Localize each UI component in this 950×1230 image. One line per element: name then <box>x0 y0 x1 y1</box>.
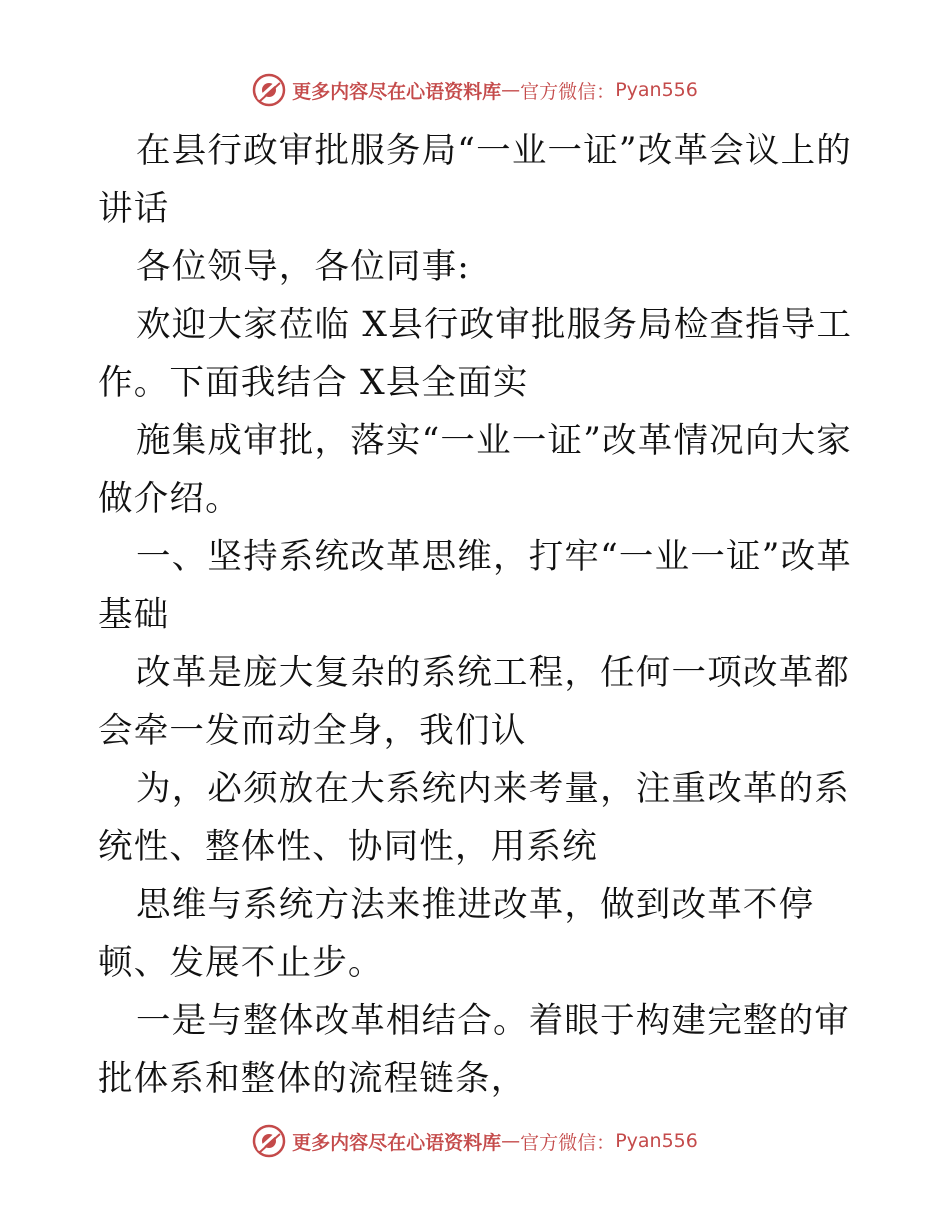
salutation: 各位领导，各位同事: <box>136 247 471 287</box>
paragraph: 改革是庞大复杂的系统工程，任何一项改革都会牵一发而动全身，我们认 <box>98 653 850 751</box>
logo-icon <box>252 1124 286 1158</box>
watermark-main-text: 更多内容尽在心语资料库 <box>292 80 502 103</box>
watermark-label: 官方微信： <box>520 1131 616 1154</box>
watermark-separator: — <box>501 79 521 101</box>
document-body <box>98 122 868 1108</box>
watermark-account: Pyan556 <box>615 1130 698 1152</box>
paragraph: 思维与系统方法来推进改革，做到改革不停顿、发展不止步。 <box>98 885 815 983</box>
document-title: 在县行政审批服务局“一业一证”改革会议上的讲话 <box>98 131 852 229</box>
watermark-footer <box>0 1124 950 1158</box>
paragraph: 一是与整体改革相结合。着眼于构建完整的审批体系和整体的流程链条， <box>98 1001 850 1099</box>
paragraph: 为，必须放在大系统内来考量，注重改革的系统性、整体性、协同性，用系统 <box>98 769 850 867</box>
logo-icon <box>252 73 286 107</box>
section-heading: 一、坚持系统改革思维，打牢“一业一证”改革基础 <box>98 537 852 635</box>
watermark-header <box>0 73 950 107</box>
paragraph: 欢迎大家莅临 X县行政审批服务局检查指导工作。下面我结合 X县全面实 <box>98 305 853 403</box>
watermark-account: Pyan556 <box>615 79 698 101</box>
watermark-label: 官方微信： <box>520 80 616 103</box>
watermark-main-text: 更多内容尽在心语资料库 <box>292 1131 502 1154</box>
watermark-separator: — <box>501 1130 521 1152</box>
paragraph: 施集成审批，落实“一业一证”改革情况向大家做介绍。 <box>98 421 852 519</box>
